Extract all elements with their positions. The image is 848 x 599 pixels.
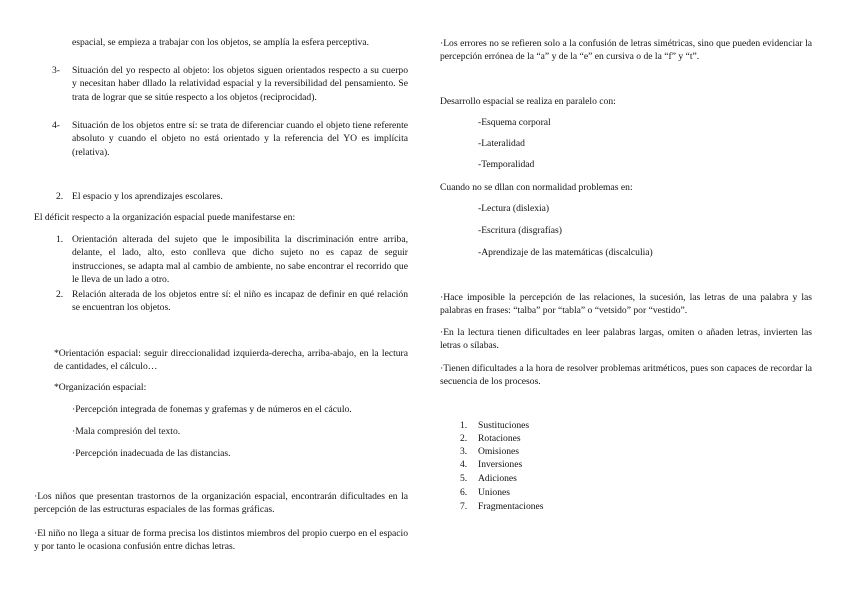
paragraph: ·Los niños que presentan trastornos de la organización espacial, encontrarán dificultades en la percepción de las estructuras espaciales de las formas gráficas. bbox=[34, 491, 408, 516]
organizacion-item: ·Mala compresión del texto. bbox=[72, 426, 181, 437]
orientacion-paragraph: *Orientación espacial: seguir direccionalidad izquierda-derecha, arriba-abajo, en la lectura de cantidades, el cálculo… bbox=[54, 348, 408, 373]
numbered-item: 3. Omisiones bbox=[460, 446, 520, 457]
paragraph: ·Tienen dificultades a la hora de resolver problemas aritméticos, pues son capaces de recordar la secuencia de los procesos. bbox=[440, 363, 812, 388]
list-item: 1. Orientación alterada del sujeto que le imposibilita la discriminación entre arriba, delante, el lado, alto, esto conlleva que dicho sujeto no es capaz de seguir instrucciones, se adapta mal al cambio de ambiente, no sabe encontrar el recorrido que le lleva de un lado a otro. bbox=[56, 234, 408, 286]
paragraph: ·El niño no llega a situar de forma precisa los distintos miembros del propio cuerpo en el espacio y por tanto le ocasiona confusión entre dichas letras. bbox=[34, 528, 408, 553]
section-heading: 2. El espacio y los aprendizajes escolares. bbox=[56, 191, 223, 202]
numbered-item: 2. Rotaciones bbox=[460, 433, 521, 444]
organizacion-item: ·Percepción integrada de fonemas y grafemas y de números en el cáculo. bbox=[72, 404, 352, 415]
organizacion-title: *Organización espacial: bbox=[54, 382, 147, 393]
paragraph: ·Los errores no se refieren solo a la confusión de letras simétricas, sino que pueden evidenciar la percepción errónea de la “a” y de la “e” en cursiva o de la “f” y “t”. bbox=[440, 38, 812, 63]
numbered-item: 6. Uniones bbox=[460, 487, 510, 498]
paragraph: ·En la lectura tienen dificultades en leer palabras largas, omiten o añaden letras, invierten las letras o sílabas. bbox=[440, 327, 812, 352]
problemas-item: -Aprendizaje de las matemáticas (discalculia) bbox=[478, 247, 653, 258]
numbered-item: 7. Fragmentaciones bbox=[460, 501, 544, 512]
continued-paragraph: espacial, se empieza a trabajar con los objetos, se amplía la esfera perceptiva. bbox=[72, 37, 369, 48]
numbered-item: 1. Sustituciones bbox=[460, 420, 530, 431]
numbered-item: 5. Adiciones bbox=[460, 473, 517, 484]
deficit-intro: El déficit respecto a la organización espacial puede manifestarse en: bbox=[34, 212, 296, 223]
problemas-item: -Escritura (disgrafías) bbox=[478, 225, 562, 236]
problemas-intro: Cuando no se dllan con normalidad problemas en: bbox=[440, 182, 633, 193]
desarrollo-intro: Desarrollo espacial se realiza en paralelo con: bbox=[440, 96, 616, 107]
list-item: 4- Situación de los objetos entre sí: se trata de diferenciar cuando el objeto tiene referente absoluto y cuando el objeto no está orientado y la referencia del YO es implícita (relativa). bbox=[52, 120, 408, 158]
paragraph: ·Hace imposible la percepción de las relaciones, la sucesión, las letras de una palabra y las palabras en frases: “talba” por “tabla” o “vetsido” por “vestido”. bbox=[440, 292, 812, 317]
desarrollo-item: -Esquema corporal bbox=[478, 117, 551, 128]
list-item: 2. Relación alterada de los objetos entre sí: el niño es incapaz de definir en qué relación se encuentran los objetos. bbox=[56, 289, 408, 314]
organizacion-item: ·Percepción inadecuada de las distancias. bbox=[72, 448, 231, 459]
desarrollo-item: -Temporalidad bbox=[478, 159, 535, 170]
numbered-item: 4. Inversiones bbox=[460, 459, 523, 470]
list-item: 3- Situación del yo respecto al objeto: los objetos siguen orientados respecto a su cuerpo y necesitan haber dllado la relatividad espacial y la reversibilidad del pensamiento. Se trata de lograr que se sitúe respecto a los objetos (reciprocidad). bbox=[52, 65, 408, 103]
desarrollo-item: -Lateralidad bbox=[478, 138, 525, 149]
problemas-item: -Lectura (dislexia) bbox=[478, 203, 550, 214]
